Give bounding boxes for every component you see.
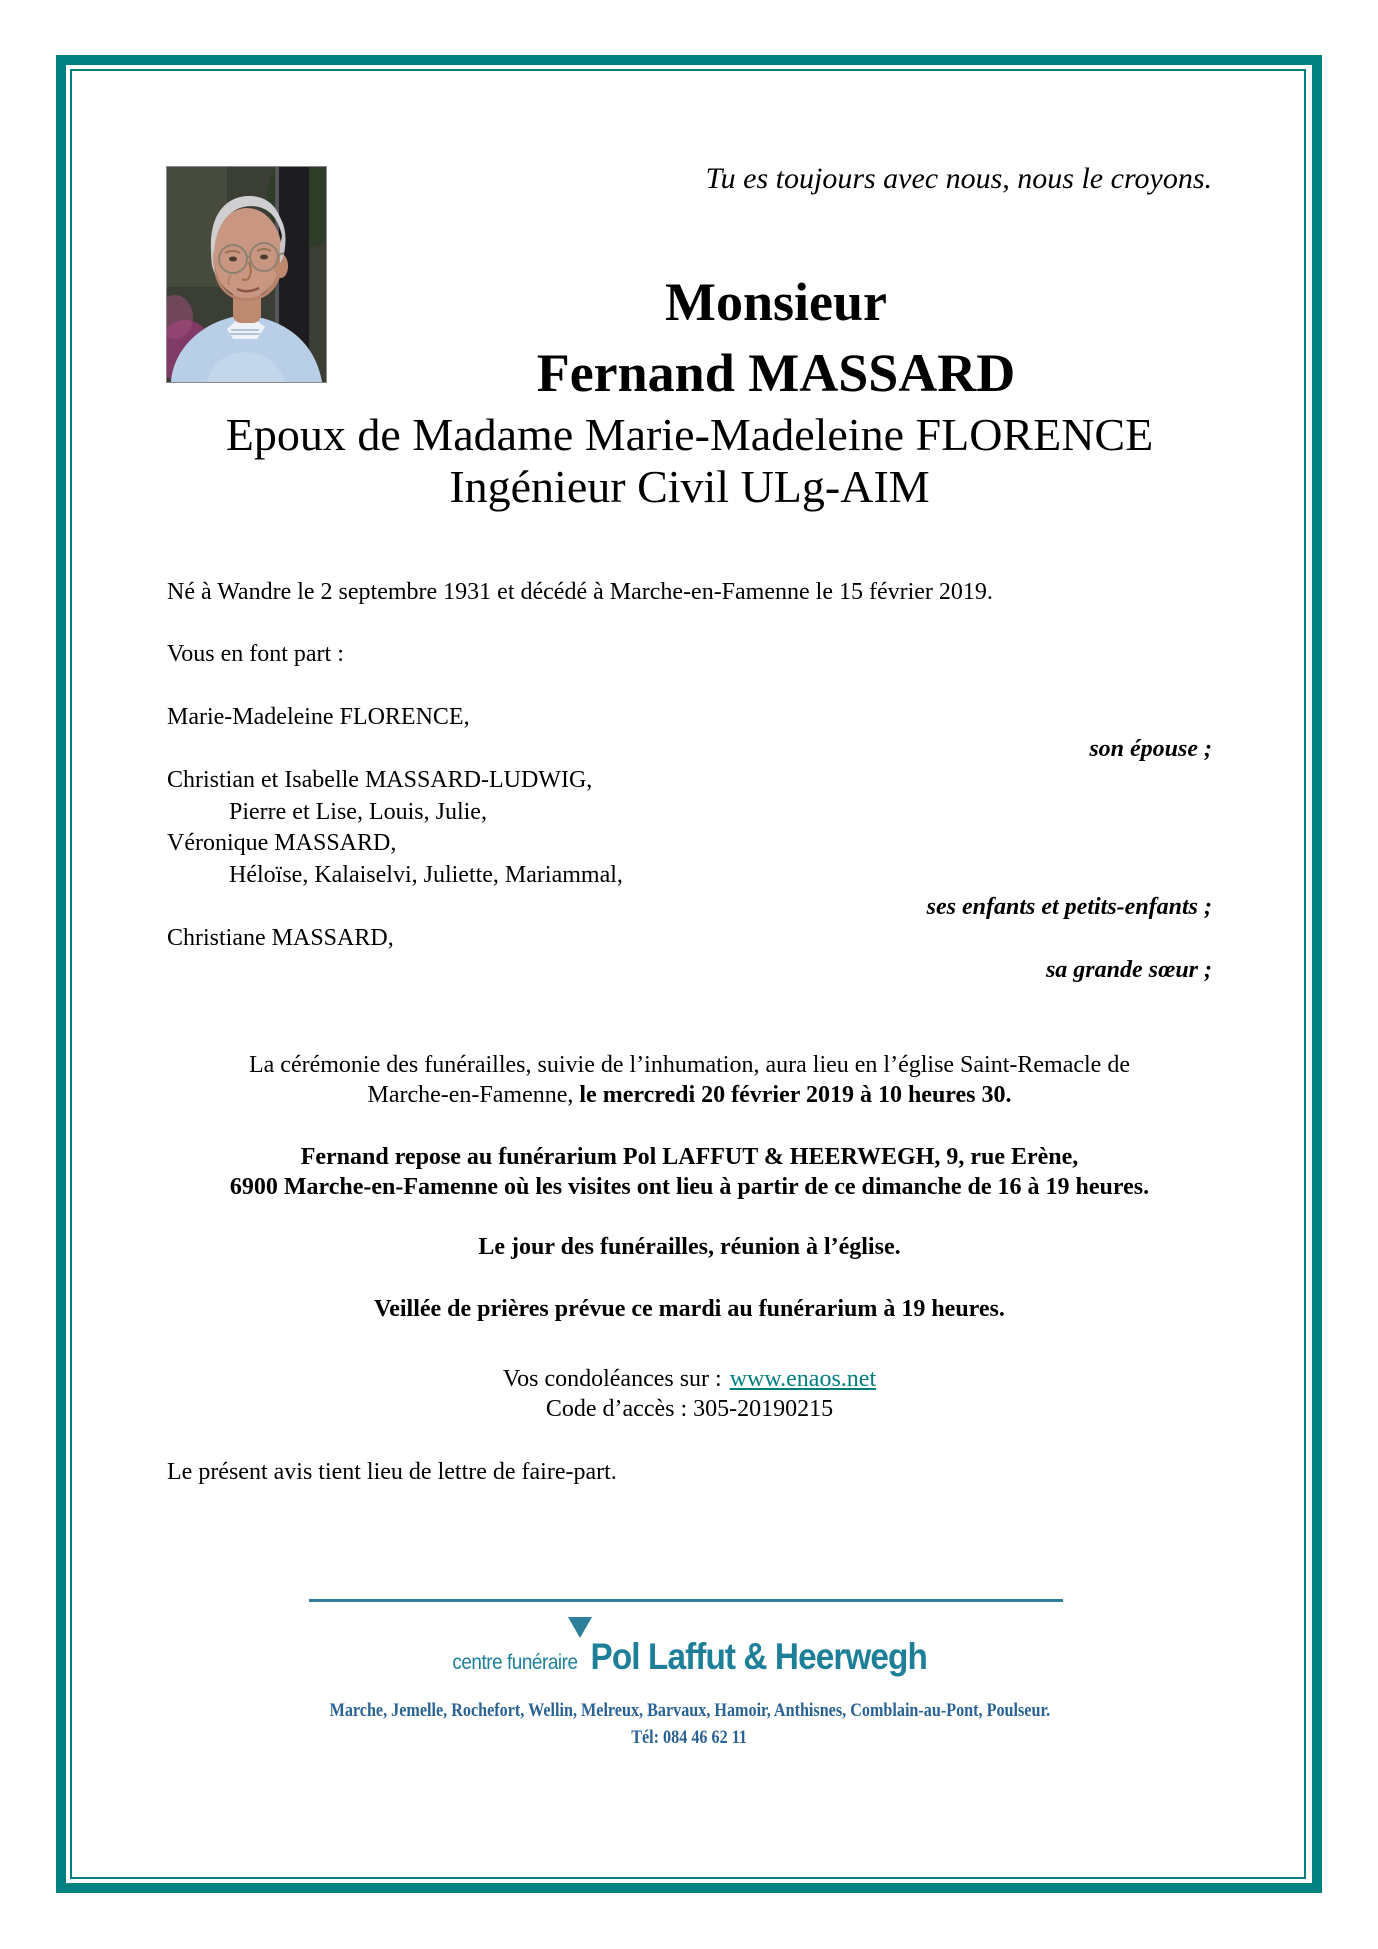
- birth-death-line: Né à Wandre le 2 septembre 1931 et décédé à Marche-en-Famenne le 15 février 2019.: [167, 579, 993, 605]
- family-role: son épouse ;: [1089, 736, 1212, 762]
- family-line: Héloïse, Kalaiselvi, Juliette, Mariammal,: [229, 862, 623, 888]
- brand-name: Pol Laffut & Heerwegh: [590, 1636, 927, 1677]
- footer-rule: [309, 1599, 1063, 1602]
- intro-line: Vous en font part :: [167, 641, 344, 667]
- ceremony-line-1: La cérémonie des funérailles, suivie de l’inhumation, aura lieu en l’église Saint-Remacle de: [248, 1052, 1130, 1078]
- title-block: [340, 267, 1212, 409]
- epitaph-quote: Tu es toujours avec nous, nous le croyons.: [705, 162, 1212, 195]
- footer-phone: [167, 1727, 1212, 1749]
- family-line: Véronique MASSARD,: [167, 830, 397, 856]
- deceased-portrait-photo: [166, 166, 327, 383]
- subtitle-block: [167, 409, 1212, 513]
- reunion-line: Le jour des funérailles, réunion à l’église.: [478, 1234, 901, 1260]
- enaos-link[interactable]: www.enaos.net: [729, 1366, 877, 1392]
- spouse-line: Epoux de Madame Marie-Madeleine FLORENCE: [225, 409, 1154, 460]
- footer-locations-text: Marche, Jemelle, Rochefort, Wellin, Melreux, Barvaux, Hamoir, Anthisnes, Comblain-au-Pont, Poulseur.: [329, 1700, 1050, 1721]
- family-line: Christian et Isabelle MASSARD-LUDWIG,: [167, 767, 593, 793]
- footer-phone-text: Tél: 084 46 62 11: [631, 1727, 748, 1748]
- notice-line: Le présent avis tient lieu de lettre de faire-part.: [167, 1459, 617, 1485]
- salutation: Monsieur: [665, 272, 887, 332]
- family-line: Pierre et Lise, Louis, Julie,: [229, 799, 487, 825]
- family-role: sa grande sœur ;: [1045, 957, 1212, 983]
- repose-line-1: Fernand repose au funérarium Pol LAFFUT & HEERWEGH, 9, rue Erène,: [300, 1144, 1079, 1170]
- brand-inner: [452, 1636, 927, 1678]
- condolences-label: Vos condoléances sur :: [502, 1366, 722, 1392]
- family-role: ses enfants et petits-enfants ;: [926, 894, 1212, 920]
- ceremony-line-2: [167, 1081, 1212, 1109]
- access-code-line: Code d’accès : 305-20190215: [545, 1396, 834, 1422]
- condolences-line: [167, 1365, 1212, 1393]
- logo-triangle-icon: [568, 1617, 592, 1638]
- repose-line-2: 6900 Marche-en-Famenne où les visites ont lieu à partir de ce dimanche de 16 à 19 heures.: [229, 1174, 1150, 1200]
- brand-tagline: centre funéraire: [452, 1651, 578, 1674]
- family-line: Marie-Madeleine FLORENCE,: [167, 704, 470, 730]
- ceremony-date-bold: le mercredi 20 février 2019 à 10 heures 30.: [579, 1082, 1012, 1108]
- portrait-illustration: [167, 167, 326, 382]
- ceremony-line-2-prefix: Marche-en-Famenne,: [367, 1082, 574, 1108]
- deceased-name: Fernand MASSARD: [536, 343, 1016, 403]
- family-line: Christiane MASSARD,: [167, 925, 394, 951]
- profession-line: Ingénieur Civil ULg-AIM: [449, 461, 930, 512]
- veillee-line: Veillée de prières prévue ce mardi au funérarium à 19 heures.: [374, 1296, 1005, 1322]
- footer-locations: [167, 1700, 1212, 1722]
- funeral-home-brand: [167, 1636, 1212, 1678]
